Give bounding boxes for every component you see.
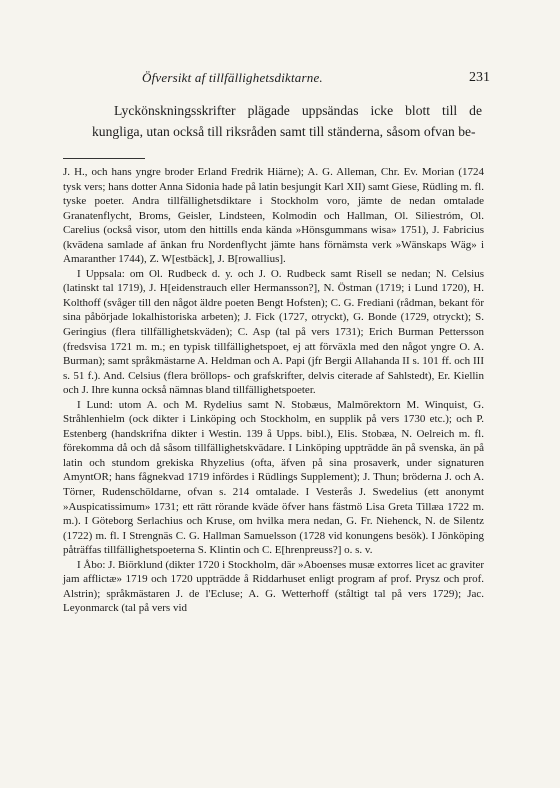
footnote-rule: [63, 158, 145, 159]
page-number: 231: [469, 70, 490, 85]
footnote-paragraph-stockholm: J. H., och hans yngre broder Erland Fredrik Hiärne); A. G. Alleman, Chr. Ev. Morian (1724 tysk vers; hans dotter Anna Sidonia hade på latin besjungit Karl XII) samt Giese, Rüdling m. fl. tyske poeter. Andra tillfällighetsdiktare i Stockholm voro, jämte de nedan omtalade Granatenflycht, Broms, Geisler, Lindsteen, Kolmodin och Hallman, Ol. Siliestróm, Ol. Carelius (också visor, utom den hittills enda kända »Hönsgummans wisa» 1751), J. Fabricius (kvädena samlade af änkan fru Nordenflycht jämte hans förnämsta verk »Wänskaps Wäg» i Amaranther 1744), Z. W[estbäck], J. B[rowallius].: [63, 166, 484, 266]
footnote-paragraph-lund: I Lund: utom A. och M. Rydelius samt N. Stobæus, Malmörektorn M. Winquist, G. Stråhlenhielm (ock dikter i Linköping och Stockholm, en supplik på vers 1730 etc.); och P. Estenberg (handskrifna dikter i Westin. 139 å Upps. bibl.), Elis. Stobæa, N. Oelreich m. fl. förekomma då och då såsom tillfällighetskvädare. I Linköping uppträdde än på svenska, än på latin och stundom grekiska Rhyzelius (ofta, äfven på sina prosaverk, under signaturen AmyntOR; hans fågnekvad 1719 infördes i Rüdlings Supplement); J. Thun; bröderna J. och A. Törner, Rudenschöldarne, ofvan s. 214 omtalade. I Vesterås J. Swedelius (ett anonymt »Auspicatissimum» 1731; ett rätt rörande kväde öfver hans fästmö Lisa Greta Tillæa 1722 m. m.). I Göteborg Serlachius och Kruse, om hvilka mera nedan, G. Fr. Niehenck, N. de Silentz (1722) m. fl. I Strengnäs C. G. Hallman Samuelsson (1728 vid konungens besök). I Jönköping påträffas tillfällighetspoeterna S. Klintin och C. E[hrenpreuss?] o. s. v.: [63, 398, 484, 557]
footnote-paragraph-abo: I Åbo: J. Biörklund (dikter 1720 i Stockholm, där »Aboenses musæ extorres licet ac graviter jam afflictæ» 1719 och 1720 uppträdde å Riddarhuset enligt program af prof. Prysz och prof. Alstrin); språkmästaren J. de l'Ecluse; A. G. Wetterhoff (ståltigt tal på vers 1729); Jac. Leyonmarck (tal på vers vid: [63, 558, 484, 615]
main-text: [92, 100, 482, 142]
footnote-paragraph-uppsala: I Uppsala: om Ol. Rudbeck d. y. och J. O. Rudbeck samt Risell se nedan; N. Celsius (latinskt tal 1719), J. H[eidenstrauch eller Hermansson?], N. Östman (1719; i Lund 1720), H. Kolthoff (svåger till den något äldre poeten Bengt Hofsten); C. G. Frediani (rådman, bekant för sina påbörjade lokalhistoriska arbeten); J. Fick (1727, otryckt), G. Bonde (1729, otryckt); S. Geringius (flera tillfällighetskväden); C. Asp (tal på vers 1731); Erich Burman Pettersson (fredsvisa 1721 m. m.; en typisk tillfällighetspoet, ej att förväxla med den något yngre O. A. Burman); samt språkmästarne A. Heldman och A. Papi (jfr Bergii Allahanda II s. 101 ff. och III s. 51 f.). And. Celsius (flera bröllops- och grafskrifter, delvis citerade af Sahlstedt), Er. Kiellin och J. Ihre kunna också nämnas bland tillfällighetspoeter.: [63, 267, 484, 397]
running-title: Öfversikt af tillfällighetsdiktarne.: [142, 70, 323, 85]
footnote: [63, 165, 484, 616]
main-paragraph: Lyckönskningsskrifter plägade uppsändas icke blott till de kungliga, utan också till riksråden samt till ständerna, såsom ofvan be-: [92, 103, 482, 139]
